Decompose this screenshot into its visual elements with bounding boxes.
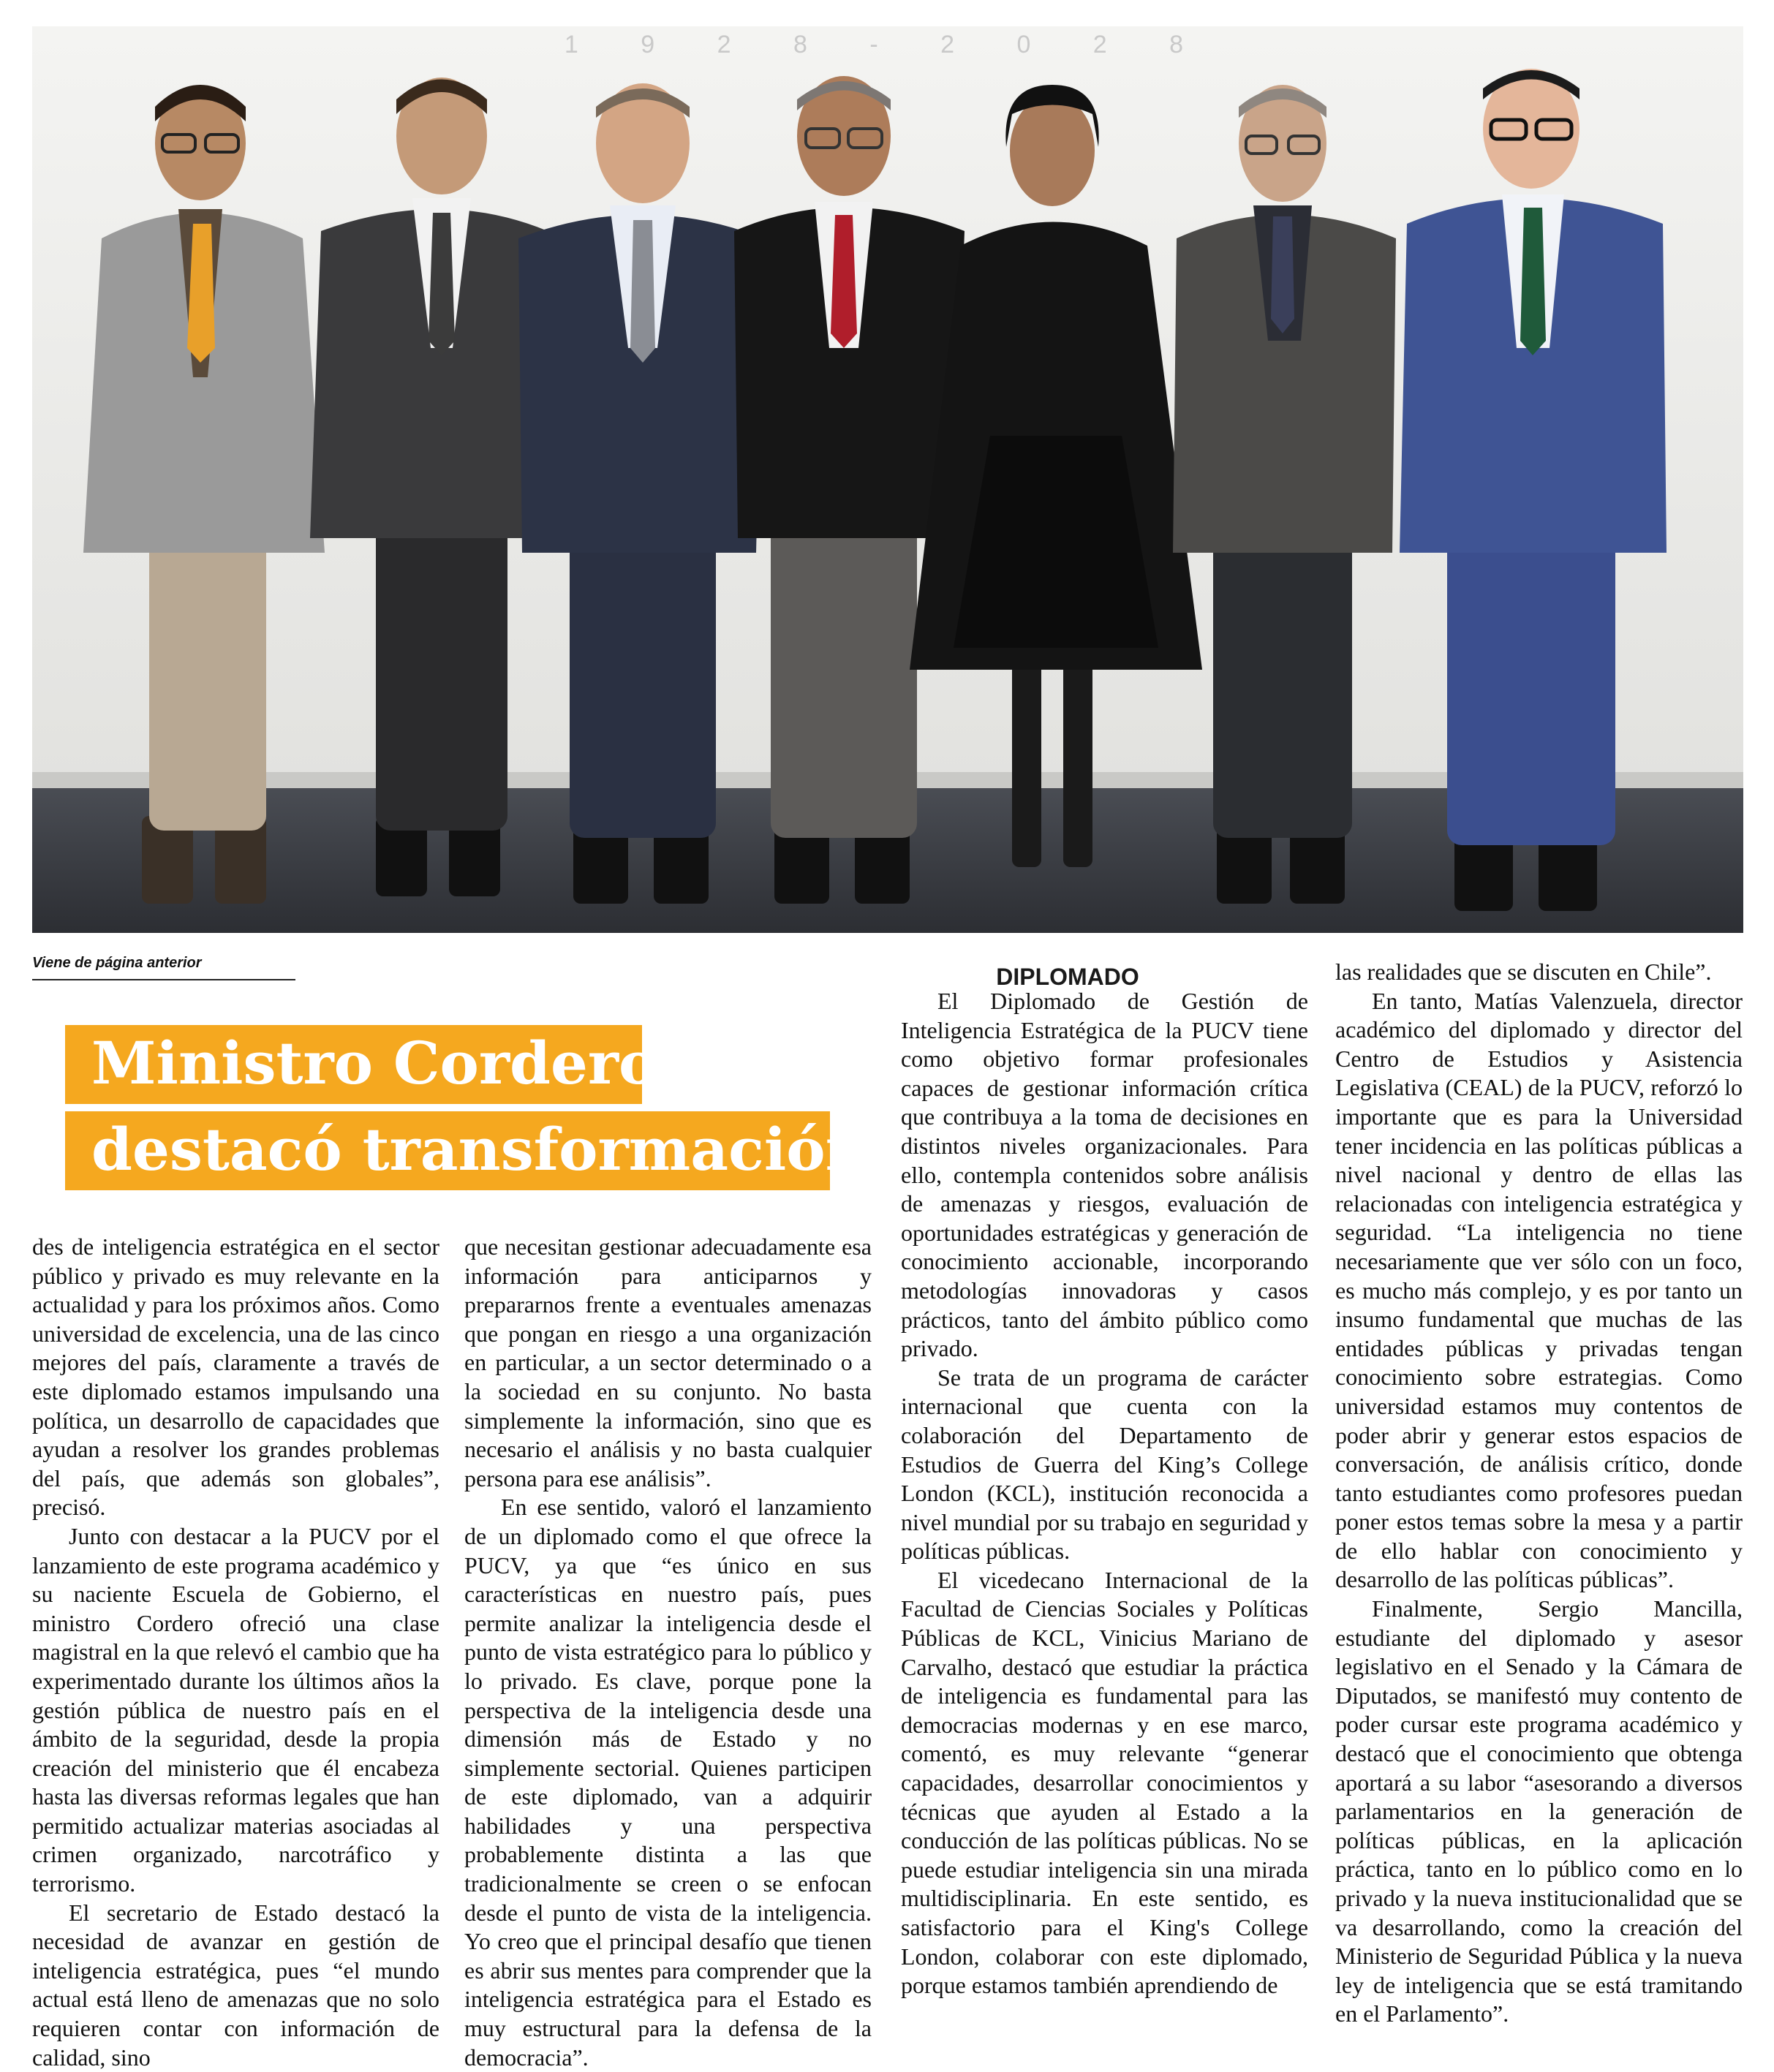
headline-line-2: destacó transformación ... [65,1111,830,1190]
paragraph: El Diplomado de Gestión de Inteligencia Estratégica de la PUCV tiene como objetivo formar profesionales capaces de gestionar información crítica que contribuya a la toma de decisiones en distintos niveles organizacionales. Para ello, contempla contenidos sobre análisis de amenazas y riesgos, evaluación de oportunidades estratégicas y generación de conocimiento accionable, incorporando metodologías innovadoras y casos prácticos, tanto del ámbito público como privado. [901,988,1308,1362]
continued-from-label: Viene de página anterior [32,955,295,980]
article-column-4 [1335,958,1743,2029]
paragraph: En ese sentido, valoró el lanzamiento de un diplomado como el que ofrece la PUCV, ya que “es único en sus características en nuestro país, pues permite analizar la inteligencia desde el punto de vista estratégico para lo público y lo privado. Es clave, porque pone la perspectiva de la inteligencia desde una dimensión más de Estado y no simplemente sectorial. Quienes participen de este diplomado, van a adquirir habilidades y una perspectiva probablemente distinta a las que tradicionalmente se creen o se enfocan desde el punto de vista de la inteligencia. Yo creo que el principal desafío que tienen es abrir sus mentes para comprender que la inteligencia estratégica para el Estado es muy estructural para la defensa de la democracia”. [464,1494,872,2071]
paragraph: Finalmente, Sergio Mancilla, estudiante del diplomado y asesor legislativo en el Senado y la Cámara de Diputados, se manifestó muy contento de poder cursar este programa académico y destacó que el conocimiento que obtenga aportará a su labor “asesorando a diversos parlamentarios en la generación de políticas públicas, en la aplicación práctica, tanto en lo público como en lo privado y la nueva institucionalidad que se va desarrollando, como la creación del Ministerio de Seguridad Pública y la nueva ley de inteligencia que se está tramitando en el Parlamento”. [1335,1595,1743,2027]
group-photo [32,26,1743,933]
paragraph: El secretario de Estado destacó la necesidad de avanzar en gestión de inteligencia estratégica, pues “el mundo actual está lleno de amenazas que no solo requieren contar con información de calidad, sino [32,1899,439,2071]
headline-line-1: Ministro Cordero [65,1025,642,1104]
paragraph: En tanto, Matías Valenzuela, director académico del diplomado y director del Centro de Estudios y Asistencia Legislativa (CEAL) de la PUCV, reforzó lo importante que es para la Universidad tener incidencia en las políticas públicas a nivel nacional y dentro de ellas las relacionadas con inteligencia estratégica y seguridad. “La inteligencia no tiene necesariamente que ver sólo con un foco, es mucho más complejo, y es por tanto un insumo fundamental que muchas de las entidades públicas y privadas tengan conocimiento sobre estrategias. Como universidad estamos muy contentos de poder abrir y generar estos espacios de conversación, de análisis crítico, donde tanto estudiantes como profesores puedan poner estos temas sobre la mesa y a partir de ello hablar con conocimiento y desarrollo de las políticas públicas”. [1335,987,1743,1593]
article-column-2 [464,1233,872,2072]
wall-banner-text: 1 9 2 8 - 2 0 2 8 [564,31,1212,58]
paragraph: des de inteligencia estratégica en el sector público y privado es muy relevante en la actualidad y para los próximos años. Como universidad de excelencia, una de las cinco mejores del país, claramente a través de este diplomado estamos impulsando una política, un desarrollo de capacidades que ayudan a resolver los grandes problemas del país, que además son globales”, precisó. [32,1233,439,1521]
article-column-1 [32,1233,439,2072]
paragraph: Junto con destacar a la PUCV por el lanzamiento de este programa académico y su naciente Escuela de Gobierno, el ministro Cordero ofreció una clase magistral en la que relevó el cambio que ha experimentado durante los últimos años la gestión pública de nuestro país en el ámbito de la seguridad, desde la propia creación del ministerio que él encabeza hasta las diversas reformas legales que han permitido actualizar materias asociadas al crimen organizado, narcotráfico y terrorismo. [32,1522,439,1897]
article-column-3 [901,987,1308,2000]
paragraph: El vicedecano Internacional de la Facultad de Ciencias Sociales y Políticas Públicas de KCL, Vinicius Mariano de Carvalho, destacó que estudiar la práctica de inteligencia es fundamental para las democracias modernas y en ese marco, comentó, es muy relevante “generar capacidades, desarrollar conocimientos y técnicas que ayuden al Estado a la conducción de las políticas públicas. No se puede estudiar inteligencia sin una mirada multidisciplinaria. En este sentido, es satisfactorio para el King's College London, colaborar con este diplomado, porque estamos también aprendiendo de [901,1566,1308,1999]
group-photo-illustration [32,26,1743,933]
paragraph: que necesitan gestionar adecuadamente esa información para anticiparnos y prepararnos frente a eventuales amenazas que pongan en riesgo a una organización en particular, a un sector determinado o a la sociedad en su conjunto. No basta simplemente la información, sino que es necesario el análisis y no basta cualquier persona para ese análisis”. [464,1233,872,1491]
section-heading: DIPLOMADO [996,964,1139,990]
paragraph: Se trata de un programa de carácter internacional que cuenta con la colaboración del Departamento de Estudios de Guerra del King’s College London (KCL), institución reconocida a nivel mundial por su trabajo en seguridad y políticas públicas. [901,1364,1308,1565]
paragraph: las realidades que se discuten en Chile”. [1335,959,1712,985]
